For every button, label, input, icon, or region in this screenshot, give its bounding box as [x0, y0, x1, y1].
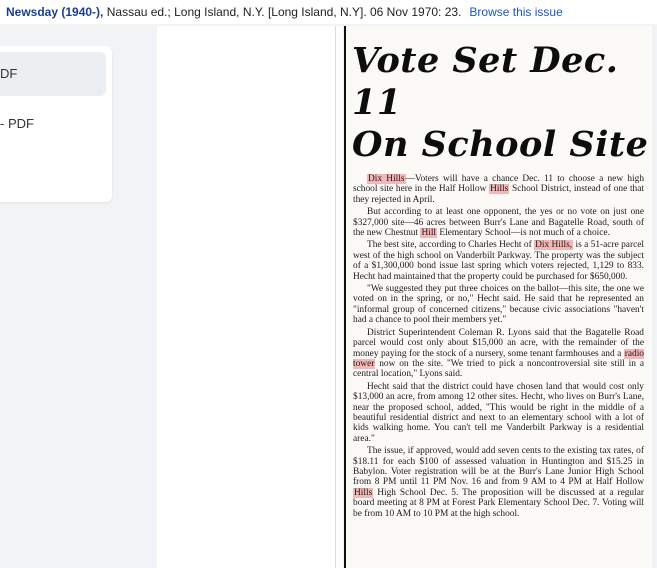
- article-text: is a 51-acre parcel west of the high school on Vanderbilt Parkway. The property was the subject of a $1,300,000 bond issue last spring which voters rejected, 1,129 to 833. Hecht had maintained that the property could be purchased for $650,000.: [353, 240, 645, 282]
- citation-bar: [0, 0, 657, 24]
- article-headline: [352, 40, 652, 166]
- headline-line-2: On School Site: [352, 124, 649, 165]
- search-highlight: Hills: [490, 184, 509, 195]
- article-image: [344, 26, 652, 568]
- article-text: District Superintendent Coleman R. Lyons said that the Bagatelle Road parcel would cost only about $15,000 an acre, with the remainder of the money paying for the stock of a nursery, some tenant farmhouses and a: [353, 327, 644, 359]
- article-paragraph: [353, 382, 644, 444]
- viewer-gutter: [157, 26, 343, 568]
- browse-issue-link[interactable]: Browse this issue: [469, 5, 563, 19]
- article-text: The issue, if approved, would add seven cents to the existing tax rates, of $18.11 for each $100 of assessed valuation in Huntington and $15.25 in Babylon. Voter registration will be at the Burr's Lane Junior High School from 8 PM until 11 PM Nov. 16 and from 9 AM to 4 PM at Half Hollow: [353, 446, 644, 488]
- article-paragraph: [353, 207, 644, 238]
- publication-link[interactable]: Newsday (1940-),: [6, 5, 104, 19]
- article-paragraph: [353, 240, 644, 282]
- article-text: High School Dec. 5. The proposition will be discussed at a regular board meeting at 8 PM at Forest Park Elementary School Dec. 7. Voting will be from 10 AM to 10 PM at the high school.: [353, 487, 644, 519]
- article-paragraph: [353, 284, 644, 326]
- article-text: Elementary School—is not much of a choice.: [437, 228, 610, 239]
- article-text: "We suggested they put three choices on the ballot—this site, the one we voted on in the spring, or no," Hecht said. He said that he represented an "informal group of concerned citizens," because civic associations "haven't had a chance to pool their members yet.": [353, 284, 644, 326]
- headline-line-1: Vote Set Dec. 11: [352, 40, 619, 123]
- article-paragraph: [353, 328, 644, 380]
- article-text: —Voters will have a chance Dec. 11 to choose a new high school site here in the Half Hollow: [353, 174, 645, 195]
- search-highlight: Hill: [421, 228, 437, 239]
- article-text: now on the site. "We tried to pick a noncontroversial site still in a central location," Lyons said.: [353, 358, 644, 380]
- article-text: But according to at least one opponent, the yes or no vote on just one $327,000 site—46 acres between Burr's Lane and Bagatelle Road, south of the new Chestnut: [353, 207, 644, 239]
- sidebar-item-pdf[interactable]: DF: [0, 52, 106, 96]
- search-highlight: radio tower: [353, 348, 644, 369]
- search-highlight: Hills: [354, 487, 373, 498]
- citation-details: Nassau ed.; Long Island, N.Y. [Long Island, N.Y]. 06 Nov 1970: 23.: [103, 5, 462, 19]
- format-sidebar: [0, 46, 112, 202]
- sidebar-item-full-text-pdf[interactable]: - PDF: [0, 116, 34, 131]
- article-text: School District, instead of one that they rejected in April.: [353, 184, 644, 205]
- article-paragraph: [353, 174, 644, 205]
- search-highlight: Dix Hills,: [535, 240, 573, 251]
- article-text: The best site, according to Charles Hecht of: [367, 240, 535, 251]
- article-text: Hecht said that the district could have chosen land that would cost only $13,000 an acre, from among 12 other sites. Hecht, who lives on Burr's Lane, near the proposed school, added, "This would be right in the middle of a beautiful residential district and next to an elementary school with a lot of kids walking home. You can't tell me Vanderbilt Parkway is a residential area.": [353, 381, 644, 444]
- viewer-divider: [335, 26, 336, 568]
- search-highlight: Dix Hills: [368, 174, 405, 184]
- article-paragraph: [353, 446, 644, 519]
- article-body: [353, 174, 644, 519]
